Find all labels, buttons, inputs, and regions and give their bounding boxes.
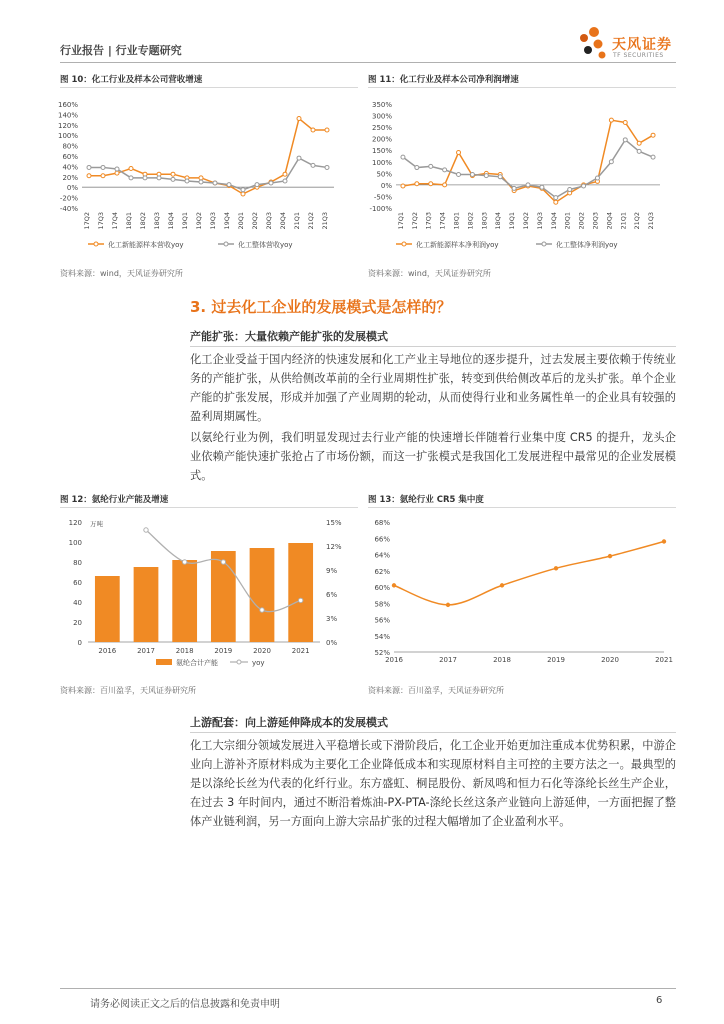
x-tick-label: 19Q1 [508,212,517,230]
x-tick-label: 2020 [601,656,619,664]
y-tick-label-left: 20 [73,619,82,627]
y-tick-label: 250% [371,124,392,133]
y-tick-label: 20% [62,173,78,182]
x-tick-label: 21Q3 [647,212,656,230]
paragraph-3: 化工大宗细分领域发展进入平稳增长或下滑阶段后，化工企业开始更加注重成本优势积累，中游企业向上游补齐原材料成为主要化工企业降低成本和实现原材料自主可控的主要方法之一。最典型的是以涤纶长丝为代表的化纤行业。东方盛虹、桐昆股份、新凤鸣和恒力石化等涤纶长丝生产企业，在过去 3 年时间内，通过不断沿着炼油-PX-PTA-涤纶长丝这条产业链向上游延伸，一方面把握了整体产业链利润，另一方面向上游大宗品扩张的过程大幅增加了企业盈利水平。 [190,739,676,828]
data-point [87,165,91,169]
bar-capacity [134,567,159,642]
logo-text-cn: 天风证券 [612,37,672,53]
fig12-title-line [60,507,358,508]
data-point-yoy [182,560,186,564]
data-point [651,133,655,137]
data-point [446,603,450,607]
data-point [101,165,105,169]
x-tick-label: 2018 [175,647,194,655]
data-point [87,174,91,178]
data-point [484,174,488,178]
y-tick-label: 58% [374,600,390,609]
x-tick-label: 18Q3 [480,212,489,230]
y-tick-label: 0% [66,184,78,193]
data-point-yoy [260,608,264,612]
y-tick-label-left: 0 [77,639,82,647]
y-tick-label: 350% [371,101,392,109]
legend-marker [224,242,228,246]
x-tick-label: 2016 [98,647,117,655]
series-line-cr5 [394,542,664,605]
y-tick-label-left: 60 [73,579,82,587]
y-tick-label: 40% [62,163,78,172]
x-tick-label: 18Q2 [139,212,147,230]
legend-label: yoy [252,659,265,667]
data-point [608,554,612,558]
y-tick-label: 54% [374,632,390,641]
x-tick-label: 19Q1 [181,212,189,230]
y-tick-label: 100% [371,158,392,167]
data-point [415,182,419,186]
y-tick-label: 60% [62,153,78,161]
y-tick-label: -50% [373,193,392,202]
paragraph-1: 化工企业受益于国内经济的快速发展和化工产业主导地位的逐步提升，过去发展主要依赖于传统业务的产能扩张，从供给侧改革前的全行业周期性扩张，转变到供给侧改革后的龙头扩张。单个企业产能的扩张发展，形成并加强了产业周期的轮动，从而使得行业和业务属性单一的企业具有较强的盈利周期属性。 [190,353,676,423]
y-tick-label-right: 3% [326,615,338,623]
fig11-source: 资料来源：wind，天风证券研究所 [368,269,491,278]
x-tick-label: 21Q2 [633,212,642,230]
fig11-title: 图 11：化工行业及样本公司净利润增速 [368,75,519,85]
data-point [457,151,461,155]
x-tick-label: 17Q4 [438,212,447,230]
x-tick-label: 2018 [493,656,511,664]
bar-capacity [288,543,313,642]
data-point [283,179,287,183]
legend-marker [542,242,546,246]
section-title: 3. 过去化工企业的发展模式是怎样的？ [190,298,452,316]
data-point [392,583,396,587]
legend-marker [94,242,98,246]
data-point [443,183,447,187]
x-tick-label: 18Q4 [494,212,503,230]
x-tick-label: 20Q1 [563,212,572,230]
data-point [429,182,433,186]
y-tick-label: 60% [374,584,390,592]
data-point [129,176,133,180]
subsection-title-2: 上游配套：向上游延伸降成本的发展模式 [190,716,388,729]
data-point [512,186,516,190]
data-point [311,128,315,132]
data-point [554,566,558,570]
x-tick-label: 19Q4 [223,212,231,230]
x-tick-label: 20Q4 [279,212,287,230]
data-point [554,196,558,200]
y-tick-label-right: 0% [326,639,338,647]
y-tick-label-left: 100 [68,539,82,547]
data-point [255,183,259,187]
data-point [568,188,572,192]
x-tick-label: 20Q4 [605,211,614,230]
x-tick-label: 18Q1 [125,212,133,230]
x-tick-label: 19Q3 [209,212,217,230]
x-tick-label: 19Q2 [195,212,203,230]
data-point [500,583,504,587]
data-point [269,181,273,185]
y-tick-label-left: 40 [73,599,82,607]
y-tick-label: 62% [374,567,390,576]
legend-label: 化工新能源样本营收yoy [108,241,184,249]
x-tick-label: 2020 [253,647,271,655]
x-tick-label: 17Q3 [97,212,105,230]
fig10-source: 资料来源：wind，天风证券研究所 [60,269,183,278]
fig12-source: 资料来源：百川盈孚，天风证券研究所 [60,686,196,695]
footer-disclaimer: 请务必阅读正文之后的信息披露和免责申明 [90,999,280,1010]
data-point [609,160,613,164]
y-tick-label: 150% [371,147,392,156]
series-line-1 [89,158,327,190]
fig13-source: 资料来源：百川盈孚，天风证券研究所 [368,686,504,695]
data-point [227,183,231,187]
x-tick-label: 2017 [439,656,457,664]
data-point [540,185,544,189]
y-tick-label-left: 80 [73,559,82,567]
data-point [213,181,217,185]
y-tick-label: 160% [58,101,78,109]
legend-label: 化工整体营收yoy [238,241,293,249]
bar-capacity [172,560,197,642]
fig12-title: 图 12：氨纶行业产能及增速 [60,495,169,505]
paragraph-2: 以氨纶行业为例，我们明显发现过去行业产能的快速增长伴随着行业集中度 CR5 的提升，龙头企业依赖产能快速扩张抢占了市场份额，而这一扩张模式是我国化工发展进程中最常见的企业发展模式。 [190,431,676,482]
x-tick-label: 2021 [291,647,310,655]
fig10-title: 图 10：化工行业及样本公司营收增速 [60,75,203,85]
data-point [115,171,119,175]
data-point [415,166,419,170]
y-tick-label: 300% [371,112,392,121]
legend-label: 氨纶合计产能 [176,659,218,667]
y-tick-label-right: 6% [326,591,338,599]
y-tick-label: 52% [374,649,390,657]
x-tick-label: 19Q4 [549,212,558,230]
legend-marker [402,242,406,246]
data-point [283,172,287,176]
y-tick-label-right: 12% [326,543,342,551]
data-point [297,117,301,121]
y-tick-label-left: 120 [68,519,82,527]
data-point [143,176,147,180]
y-tick-label: -100% [369,205,392,213]
y-tick-label: 66% [374,535,390,544]
data-point [115,167,119,171]
subsection-title-1: 产能扩张：大量依赖产能扩张的发展模式 [190,330,388,343]
x-tick-label: 17Q4 [111,212,119,230]
data-point [325,165,329,169]
data-point [637,141,641,145]
data-point [129,166,133,170]
data-point [582,184,586,188]
data-point [609,118,613,122]
y-tick-label: -20% [59,194,78,203]
y-tick-label: -40% [59,205,78,213]
data-point [443,168,447,172]
x-tick-label: 21Q3 [321,212,329,230]
fig13-chart [366,512,676,672]
tf-logo-icon [568,24,612,64]
x-tick-label: 18Q3 [153,212,161,230]
data-point [457,172,461,176]
y-tick-label: 80% [62,142,78,151]
y-tick-label: 120% [58,121,78,130]
data-point [157,176,161,180]
x-tick-label: 17Q3 [424,212,433,230]
x-tick-label: 17Q2 [83,212,91,230]
data-point [498,175,502,179]
subsection-divider-1 [190,346,676,347]
logo-text-en: TF SECURITIES [613,52,664,59]
y-tick-label: 140% [58,111,78,120]
y-tick-label: 100% [58,132,78,141]
x-tick-label: 21Q1 [293,212,301,230]
data-point [311,163,315,167]
x-tick-label: 19Q2 [522,212,530,230]
y-tick-label: 56% [374,616,390,625]
x-tick-label: 20Q2 [251,212,259,230]
x-tick-label: 20Q1 [237,212,245,230]
fig13-title-line [368,507,676,508]
fig11-title-line [368,87,676,88]
data-point [651,155,655,159]
subsection-divider-2 [190,732,676,733]
fig11-chart [366,96,676,258]
data-point [241,188,245,192]
x-tick-label: 2016 [385,656,403,664]
data-point [185,179,189,183]
footer-divider [60,988,676,989]
data-point [623,120,627,124]
series-line-0 [403,120,653,202]
data-point [637,149,641,153]
bar-capacity [95,576,120,642]
legend-swatch-bar [156,659,172,665]
data-point [199,180,203,184]
data-point [470,172,474,176]
x-tick-label: 17Q2 [410,212,419,230]
page-number: 6 [656,995,663,1006]
x-tick-label: 18Q1 [452,212,461,230]
data-point [297,156,301,160]
data-point [623,138,627,142]
data-point [101,174,105,178]
data-point-yoy [221,560,225,564]
x-tick-label: 20Q3 [265,212,273,230]
x-tick-label: 2021 [655,656,673,664]
y-tick-label: 50% [376,170,392,179]
x-tick-label: 19Q3 [535,212,544,230]
data-point [429,164,433,168]
data-point [241,192,245,196]
x-tick-label: 18Q4 [167,212,175,230]
x-tick-label: 20Q3 [591,212,600,230]
legend-label: 化工整体净利润yoy [556,241,618,249]
data-point [401,184,405,188]
x-tick-label: 2019 [547,656,565,664]
y-tick-label: 64% [374,551,390,560]
data-point [401,155,405,159]
y-tick-label: 200% [371,135,392,144]
legend-marker [237,660,241,664]
data-point-yoy [144,528,148,532]
data-point-yoy [298,598,302,602]
fig10-chart [58,96,358,258]
x-tick-label: 2019 [214,647,233,655]
data-point [325,128,329,132]
data-point [171,172,175,176]
data-point [199,176,203,180]
header-title: 行业报告 | 行业专题研究 [60,44,182,57]
x-tick-label: 21Q2 [307,212,315,230]
y-tick-label-right: 9% [326,567,338,575]
series-line-1 [403,140,653,198]
x-tick-label: 17Q1 [396,212,405,230]
x-tick-label: 2017 [137,647,155,655]
data-point [526,183,530,187]
y-tick-label-right: 15% [326,519,342,527]
data-point [171,177,175,181]
legend-label: 化工新能源样本净利润yoy [416,241,499,249]
bar-capacity [250,548,275,642]
x-tick-label: 20Q2 [577,212,586,230]
y-tick-label: 0% [380,181,392,190]
data-point [595,176,599,180]
fig13-title: 图 13：氨纶行业 CR5 集中度 [368,495,484,505]
data-point [554,200,558,204]
unit-label: 万吨 [90,520,103,528]
fig10-title-line [60,87,358,88]
fig12-chart [58,512,358,672]
data-point [662,539,666,543]
x-tick-label: 21Q1 [619,212,628,230]
x-tick-label: 18Q2 [466,212,475,230]
y-tick-label: 68% [374,519,390,527]
